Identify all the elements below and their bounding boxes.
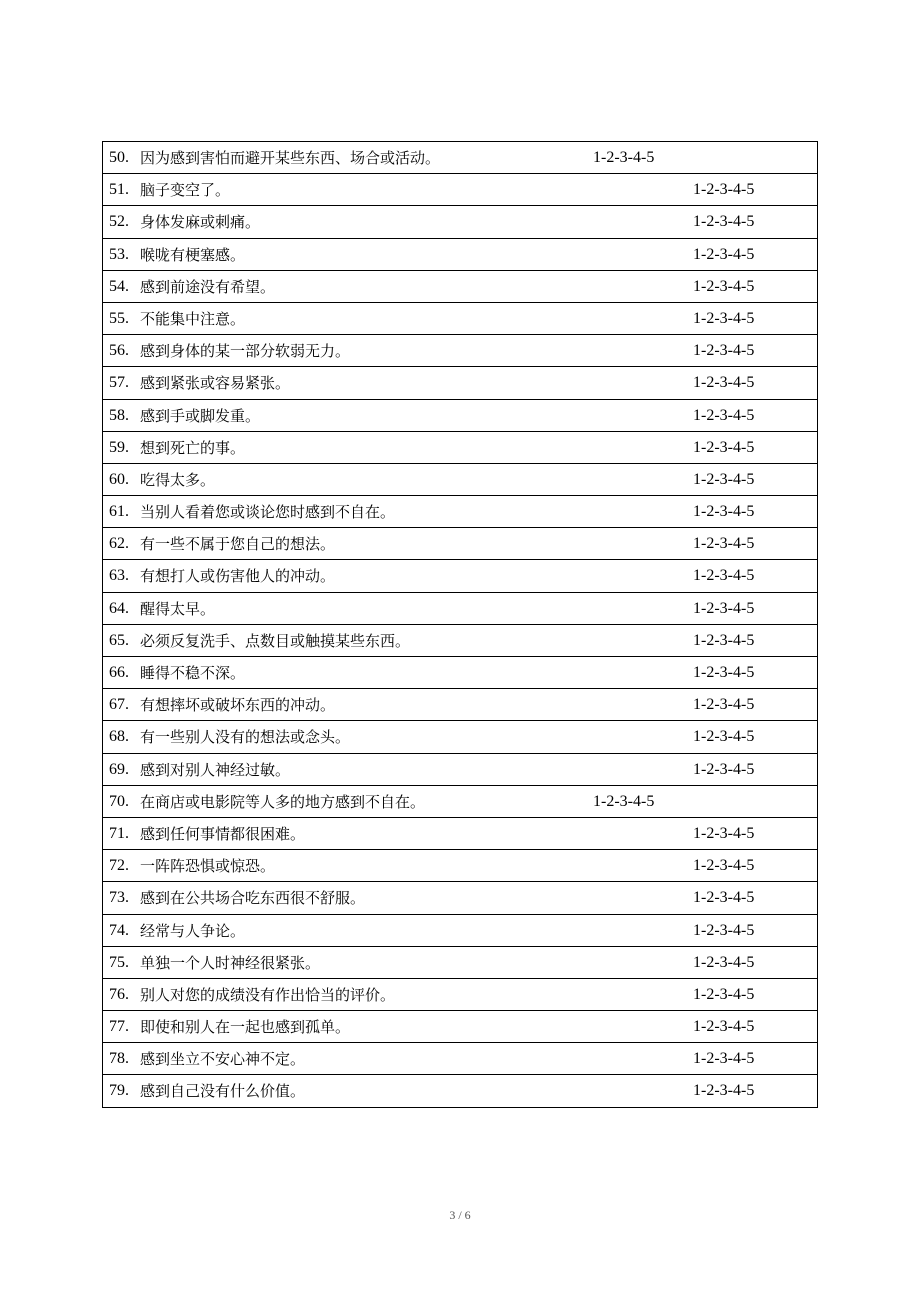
- item-text: 吃得太多。: [140, 470, 216, 489]
- table-row: [103, 979, 817, 1011]
- item-number: 72.: [109, 857, 129, 875]
- item-number: 54.: [109, 277, 129, 295]
- rating-scale: 1-2-3-4-5: [693, 245, 755, 263]
- item-number: 79.: [109, 1082, 129, 1100]
- table-row: [103, 1043, 817, 1075]
- table-row: [103, 947, 817, 979]
- item-text: 必须反复洗手、点数目或触摸某些东西。: [140, 631, 411, 650]
- item-text: 感到在公共场合吃东西很不舒服。: [140, 889, 366, 908]
- item-number: 77.: [109, 1018, 129, 1036]
- item-text: 有一些别人没有的想法或念头。: [140, 728, 351, 747]
- rating-scale: 1-2-3-4-5: [693, 631, 755, 649]
- table-row: [103, 496, 817, 528]
- rating-scale: 1-2-3-4-5: [693, 889, 755, 907]
- item-number: 55.: [109, 309, 129, 327]
- item-text: 睡得不稳不深。: [140, 664, 246, 682]
- item-text: 感到身体的某一部分软弱无力。: [140, 342, 351, 361]
- rating-scale: 1-2-3-4-5: [693, 470, 755, 488]
- table-row: [103, 657, 817, 689]
- table-row: [103, 528, 817, 560]
- rating-scale: 1-2-3-4-5: [693, 374, 755, 392]
- item-text: 感到紧张或容易紧张。: [140, 374, 291, 393]
- item-text: 脑子变空了。: [140, 181, 231, 200]
- table-row: [103, 915, 817, 947]
- item-text: 当别人看着您或谈论您时感到不自在。: [140, 503, 396, 522]
- rating-scale: 1-2-3-4-5: [693, 277, 755, 295]
- table-row: [103, 142, 817, 174]
- item-text: 身体发麻或刺痛。: [140, 213, 261, 232]
- item-text: 不能集中注意。: [140, 309, 246, 328]
- item-text: 感到手或脚发重。: [140, 406, 261, 425]
- item-number: 73.: [109, 889, 129, 907]
- rating-scale: 1-2-3-4-5: [593, 792, 655, 810]
- rating-scale: 1-2-3-4-5: [693, 985, 755, 1003]
- table-row: [103, 1075, 817, 1107]
- item-number: 52.: [109, 213, 129, 231]
- rating-scale: 1-2-3-4-5: [693, 953, 755, 971]
- item-number: 70.: [109, 792, 129, 810]
- rating-scale: 1-2-3-4-5: [693, 1082, 755, 1100]
- item-text: 在商店或电影院等人多的地方感到不自在。: [140, 792, 426, 811]
- item-text: 单独一个人时神经很紧张。: [140, 953, 321, 972]
- table-row: [103, 850, 817, 882]
- item-text: 因为感到害怕而避开某些东西、场合或活动。: [140, 149, 441, 167]
- rating-scale: 1-2-3-4-5: [693, 824, 755, 842]
- table-row: [103, 593, 817, 625]
- rating-scale: 1-2-3-4-5: [693, 342, 755, 360]
- rating-scale: 1-2-3-4-5: [693, 309, 755, 327]
- item-text: 醒得太早。: [140, 599, 216, 618]
- rating-scale: 1-2-3-4-5: [693, 438, 755, 456]
- item-number: 67.: [109, 696, 129, 714]
- table-row: [103, 432, 817, 464]
- table-row: [103, 367, 817, 399]
- item-number: 51.: [109, 181, 129, 199]
- item-text: 感到坐立不安心神不定。: [140, 1050, 306, 1069]
- rating-scale: 1-2-3-4-5: [693, 664, 755, 681]
- item-number: 69.: [109, 760, 129, 778]
- table-row: [103, 786, 817, 818]
- rating-scale: 1-2-3-4-5: [693, 567, 755, 585]
- rating-scale: 1-2-3-4-5: [693, 406, 755, 424]
- item-number: 62.: [109, 535, 129, 553]
- table-row: [103, 721, 817, 753]
- table-row: [103, 689, 817, 721]
- item-text: 感到自己没有什么价值。: [140, 1082, 306, 1101]
- table-row: [103, 174, 817, 206]
- table-row: [103, 239, 817, 271]
- item-number: 68.: [109, 728, 129, 746]
- item-number: 63.: [109, 567, 129, 585]
- item-text: 感到任何事情都很困难。: [140, 824, 306, 843]
- rating-scale: 1-2-3-4-5: [693, 181, 755, 199]
- item-text: 别人对您的成绩没有作出恰当的评价。: [140, 985, 396, 1004]
- item-number: 71.: [109, 824, 129, 842]
- rating-scale: 1-2-3-4-5: [693, 857, 755, 875]
- rating-scale: 1-2-3-4-5: [693, 1050, 755, 1068]
- item-number: 60.: [109, 470, 129, 488]
- item-text: 有一些不属于您自己的想法。: [140, 535, 336, 554]
- table-row: [103, 818, 817, 850]
- item-number: 57.: [109, 374, 129, 392]
- table-row: [103, 560, 817, 592]
- table-row: [103, 882, 817, 914]
- item-number: 53.: [109, 245, 129, 263]
- item-number: 59.: [109, 438, 129, 456]
- rating-scale: 1-2-3-4-5: [693, 760, 755, 778]
- table-row: [103, 754, 817, 786]
- item-number: 75.: [109, 953, 129, 971]
- table-row: [103, 335, 817, 367]
- table-row: [103, 303, 817, 335]
- item-number: 64.: [109, 599, 129, 617]
- rating-scale: 1-2-3-4-5: [693, 503, 755, 521]
- rating-scale: 1-2-3-4-5: [593, 149, 655, 166]
- item-text: 感到前途没有希望。: [140, 277, 276, 296]
- item-number: 74.: [109, 921, 129, 939]
- table-row: [103, 625, 817, 657]
- table-row: [103, 400, 817, 432]
- item-text: 即使和别人在一起也感到孤单。: [140, 1018, 351, 1037]
- item-number: 61.: [109, 503, 129, 521]
- item-number: 50.: [109, 149, 129, 166]
- item-number: 66.: [109, 664, 129, 681]
- item-text: 想到死亡的事。: [140, 438, 246, 457]
- item-text: 一阵阵恐惧或惊恐。: [140, 857, 276, 876]
- item-text: 感到对别人神经过敏。: [140, 760, 291, 779]
- table-row: [103, 271, 817, 303]
- rating-scale: 1-2-3-4-5: [693, 213, 755, 231]
- item-text: 有想摔坏或破坏东西的冲动。: [140, 696, 336, 715]
- table-row: [103, 1011, 817, 1043]
- item-number: 78.: [109, 1050, 129, 1068]
- table-row: [103, 464, 817, 496]
- item-text: 喉咙有梗塞感。: [140, 245, 246, 264]
- rating-scale: 1-2-3-4-5: [693, 728, 755, 746]
- rating-scale: 1-2-3-4-5: [693, 1018, 755, 1036]
- item-number: 58.: [109, 406, 129, 424]
- item-number: 56.: [109, 342, 129, 360]
- item-number: 76.: [109, 985, 129, 1003]
- rating-scale: 1-2-3-4-5: [693, 599, 755, 617]
- page-number: 3 / 6: [449, 1208, 471, 1222]
- table-row: [103, 206, 817, 238]
- item-number: 65.: [109, 631, 129, 649]
- questionnaire-table: [102, 141, 818, 1108]
- rating-scale: 1-2-3-4-5: [693, 921, 755, 939]
- item-text: 有想打人或伤害他人的冲动。: [140, 567, 336, 586]
- rating-scale: 1-2-3-4-5: [693, 696, 755, 714]
- rating-scale: 1-2-3-4-5: [693, 535, 755, 553]
- item-text: 经常与人争论。: [140, 921, 246, 940]
